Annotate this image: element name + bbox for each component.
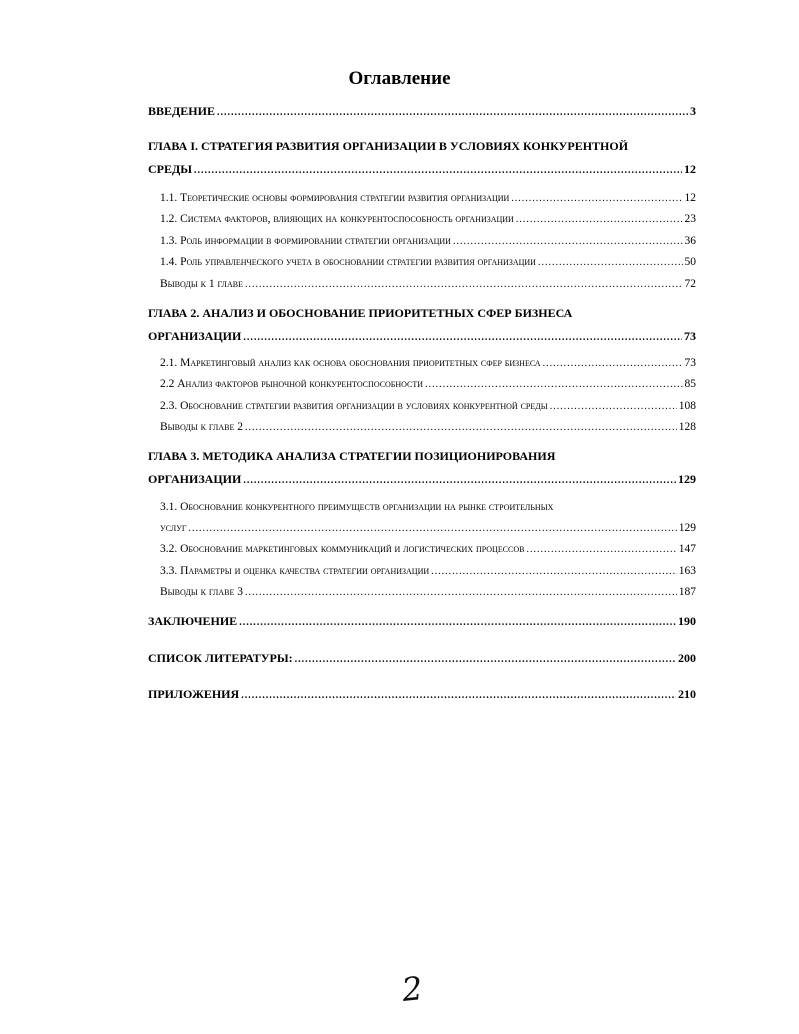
dot-leader	[431, 565, 677, 579]
toc-entry-text: 2.3. Обоснование стратегии развития организации в условиях конкурентной среды	[160, 400, 548, 412]
toc-entry-chapter-2[interactable]	[148, 306, 696, 345]
dot-leader	[538, 256, 683, 270]
dot-leader	[295, 653, 676, 667]
handwritten-page-number: 2	[400, 969, 425, 1009]
toc-entry-text: 1.1. Теоретические основы формирования стратегии развития организации	[160, 192, 510, 204]
toc-entry-conclusions-3[interactable]	[160, 585, 696, 600]
toc-entry-text-line2: ОРГАНИЗАЦИИ	[148, 472, 242, 486]
toc-entry-chapter-3[interactable]	[148, 449, 696, 488]
toc-entry-text-line1: 3.1. Обоснование конкурентного преимуществ организации на рынке строительных	[160, 501, 554, 513]
toc-page-number: 108	[678, 400, 696, 412]
toc-entry-conclusions-2[interactable]	[160, 420, 696, 435]
toc-page-number: 187	[678, 586, 696, 598]
toc-entry-appendix[interactable]	[148, 687, 696, 703]
toc-page-number: 85	[684, 378, 696, 390]
toc-entry-text: ВВЕДЕНИЕ	[148, 104, 215, 118]
toc-page-number: 147	[678, 543, 696, 555]
toc-entry-section-1-1[interactable]	[160, 191, 696, 206]
dot-leader	[245, 586, 677, 600]
toc-entry-text-line1: ГЛАВА 2. АНАЛИЗ И ОБОСНОВАНИЕ ПРИОРИТЕТНЫХ СФЕР БИЗНЕСА	[148, 306, 573, 320]
toc-entry-text: 2.2 Анализ факторов рыночной конкурентоспособности	[160, 378, 424, 390]
toc-page-number: 23	[684, 213, 696, 225]
page-title: Оглавление	[348, 68, 451, 89]
toc-page-number: 50	[684, 256, 696, 268]
toc-page-number: 72	[684, 278, 696, 290]
dot-leader	[453, 235, 683, 249]
dot-leader	[189, 522, 677, 536]
toc-entry-text: 1.3. Роль информации в формировании стратегии организации	[160, 235, 451, 247]
toc-entry-section-1-3[interactable]	[160, 234, 696, 249]
dot-leader	[243, 474, 676, 488]
toc-page-number: 73	[684, 329, 696, 343]
toc-entry-text: 1.4. Роль управленческого учета в обосновании стратегии развития организации	[160, 256, 536, 268]
toc-entry-section-3-2[interactable]	[160, 542, 696, 557]
toc-entry-text-line2: ОРГАНИЗАЦИИ	[148, 329, 242, 343]
toc-entry-text: 1.2. Система факторов, влияющих на конкурентоспособность организации	[160, 213, 514, 225]
toc-entry-text-line2: СРЕДЫ	[148, 162, 193, 176]
toc-entry-text: 3.3. Параметры и оценка качества стратегии организации	[160, 565, 430, 577]
toc-entry-chapter-1[interactable]	[148, 139, 696, 178]
toc-page-number: 210	[678, 687, 696, 701]
dot-leader	[543, 357, 683, 371]
toc-entry-conclusions-1[interactable]	[160, 277, 696, 292]
toc-page-number: 163	[678, 565, 696, 577]
dot-leader	[241, 689, 676, 703]
toc-page-number: 129	[678, 472, 696, 486]
dot-leader	[245, 278, 683, 292]
toc-entry-section-1-2[interactable]	[160, 212, 696, 227]
dot-leader	[217, 106, 688, 120]
dot-leader	[239, 616, 676, 630]
toc-page-number: 12	[684, 162, 696, 176]
toc-entry-text: ЗАКЛЮЧЕНИЕ	[148, 614, 238, 628]
toc-entry-text-line1: ГЛАВА 3. МЕТОДИКА АНАЛИЗА СТРАТЕГИИ ПОЗИЦИОНИРОВАНИЯ	[148, 449, 556, 463]
toc-entry-section-2-2[interactable]	[160, 377, 696, 392]
toc-entry-section-3-1[interactable]	[160, 500, 696, 536]
dot-leader	[194, 164, 682, 178]
toc-entry-section-2-1[interactable]	[160, 356, 696, 371]
toc-page-number: 36	[684, 235, 696, 247]
toc-entry-text-line1: ГЛАВА I. СТРАТЕГИЯ РАЗВИТИЯ ОРГАНИЗАЦИИ В УСЛОВИЯХ КОНКУРЕНТНОЙ	[148, 139, 629, 153]
dot-leader	[550, 400, 677, 414]
toc-page-number: 12	[684, 192, 696, 204]
toc-entry-text: 3.2. Обоснование маркетинговых коммуникаций и логистических процессов	[160, 543, 525, 555]
dot-leader	[425, 378, 682, 392]
dot-leader	[245, 421, 677, 435]
toc-entry-text: Выводы к главе 3	[160, 586, 243, 598]
toc-entry-references[interactable]	[148, 651, 696, 667]
toc-entry-text: СПИСОК ЛИТЕРАТУРЫ:	[148, 651, 293, 665]
toc-entry-section-2-3[interactable]	[160, 399, 696, 414]
toc-entry-text-line2: услуг	[160, 522, 187, 534]
dot-leader	[243, 331, 682, 345]
dot-leader	[516, 213, 683, 227]
toc-entry-text: Выводы к 1 главе	[160, 278, 243, 290]
dot-leader	[511, 192, 682, 206]
toc-page-number: 128	[678, 421, 696, 433]
toc-entry-conclusion[interactable]	[148, 614, 696, 630]
dot-leader	[527, 543, 677, 557]
toc-entry-text: 2.1. Маркетинговый анализ как основа обоснования приоритетных сфер бизнеса	[160, 357, 541, 369]
toc-page-number: 190	[678, 614, 696, 628]
toc-page-number: 129	[678, 522, 696, 534]
toc-entry-text: Выводы к главе 2	[160, 421, 243, 433]
toc-entry-text: ПРИЛОЖЕНИЯ	[148, 687, 240, 701]
toc-entry-section-1-4[interactable]	[160, 255, 696, 270]
toc-page-number: 200	[678, 651, 696, 665]
toc-page-number: 73	[684, 357, 696, 369]
toc-entry-intro[interactable]	[148, 104, 696, 120]
toc-page-number: 3	[690, 104, 696, 118]
toc-entry-section-3-3[interactable]	[160, 564, 696, 579]
